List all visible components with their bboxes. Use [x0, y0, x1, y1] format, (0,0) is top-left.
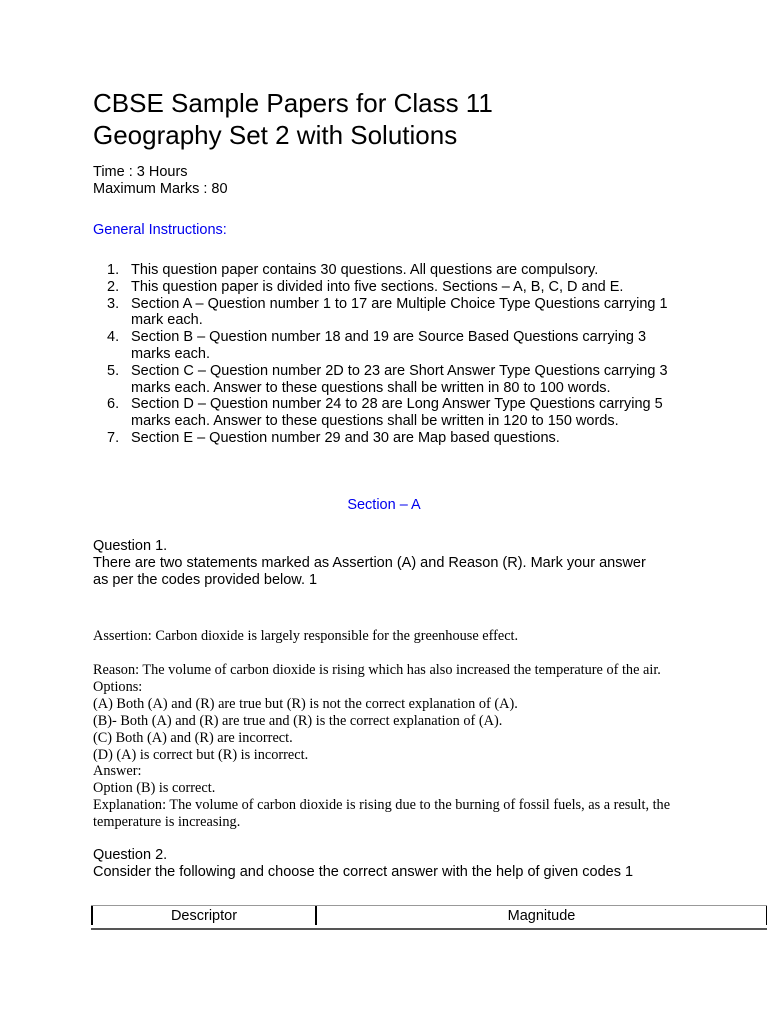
- list-item: [93, 430, 683, 447]
- max-marks-text: Maximum Marks : 80: [93, 181, 228, 197]
- assertion-text: Assertion: Carbon dioxide is largely responsible for the greenhouse effect.: [93, 628, 519, 644]
- title-line-2: Geography Set 2 with Solutions: [93, 120, 458, 150]
- question-1: [93, 538, 653, 589]
- general-instructions-heading: General Instructions:: [93, 222, 227, 238]
- question-1-body: [93, 662, 683, 831]
- list-item-number: 3.: [107, 295, 120, 312]
- list-item-text: This question paper is divided into five sections. Sections – A, B, C, D and E.: [131, 278, 624, 295]
- section-a-heading: Section – A: [347, 497, 421, 513]
- table-header-magnitude: Magnitude: [316, 906, 767, 925]
- list-item: [93, 396, 683, 430]
- option-d: (D) (A) is correct but (R) is incorrect.: [93, 746, 309, 763]
- list-item-text: Section D – Question number 24 to 28 are Long Answer Type Questions carrying 5 marks each. Answer to these questions shall be written in 120 to 150 words.: [131, 396, 663, 430]
- exam-meta: [93, 164, 228, 198]
- list-item-number: 5.: [107, 362, 120, 379]
- explanation-text: Explanation: The volume of carbon dioxide is rising due to the burning of fossil fuels, as a result, the temperature is increasing.: [93, 797, 671, 831]
- instructions-list: [93, 262, 683, 447]
- option-c: (C) Both (A) and (R) are incorrect.: [93, 729, 293, 746]
- list-item-text: Section C – Question number 2D to 23 are Short Answer Type Questions carrying 3 marks each. Answer to these questions shall be written in 80 to 100 words.: [131, 362, 668, 396]
- question-1-label: Question 1.: [93, 538, 168, 554]
- list-item: [93, 279, 683, 296]
- list-item-text: Section A – Question number 1 to 17 are Multiple Choice Type Questions carrying 1 mark each.: [131, 295, 668, 329]
- list-item-text: Section E – Question number 29 and 30 are Map based questions.: [131, 429, 560, 446]
- list-item: [93, 296, 683, 330]
- question-2: [93, 847, 693, 881]
- list-item: [93, 329, 683, 363]
- question-2-prompt: Consider the following and choose the correct answer with the help of given codes 1: [93, 864, 634, 880]
- list-item-number: 6.: [107, 396, 120, 413]
- answer-label: Answer:: [93, 763, 142, 780]
- time-text: Time : 3 Hours: [93, 164, 188, 180]
- option-a: (A) Both (A) and (R) are true but (R) is not the correct explanation of (A).: [93, 695, 518, 712]
- title-line-1: CBSE Sample Papers for Class 11: [93, 88, 493, 118]
- list-item: [93, 262, 683, 279]
- list-item-text: This question paper contains 30 questions. All questions are compulsory.: [131, 262, 599, 278]
- option-b: (B)- Both (A) and (R) are true and (R) is the correct explanation of (A).: [93, 712, 503, 729]
- answer-text: Option (B) is correct.: [93, 780, 216, 797]
- table-header-descriptor: Descriptor: [92, 906, 316, 925]
- page-title: [93, 87, 733, 151]
- list-item-text: Section B – Question number 18 and 19 are Source Based Questions carrying 3 marks each.: [131, 329, 647, 362]
- table-header-row: [92, 906, 767, 925]
- list-item-number: 7.: [107, 429, 120, 446]
- question-2-label: Question 2.: [93, 847, 168, 863]
- list-item: [93, 363, 683, 397]
- list-item-number: 2.: [107, 278, 120, 295]
- reason-text: Reason: The volume of carbon dioxide is rising which has also increased the temperature of the air.: [93, 662, 661, 678]
- descriptor-table: [91, 905, 767, 930]
- question-1-prompt: There are two statements marked as Assertion (A) and Reason (R). Mark your answer as per the codes provided below. 1: [93, 555, 646, 588]
- table: [91, 906, 767, 925]
- list-item-number: 1.: [107, 262, 120, 278]
- list-item-number: 4.: [107, 329, 120, 346]
- options-label: Options:: [93, 678, 143, 695]
